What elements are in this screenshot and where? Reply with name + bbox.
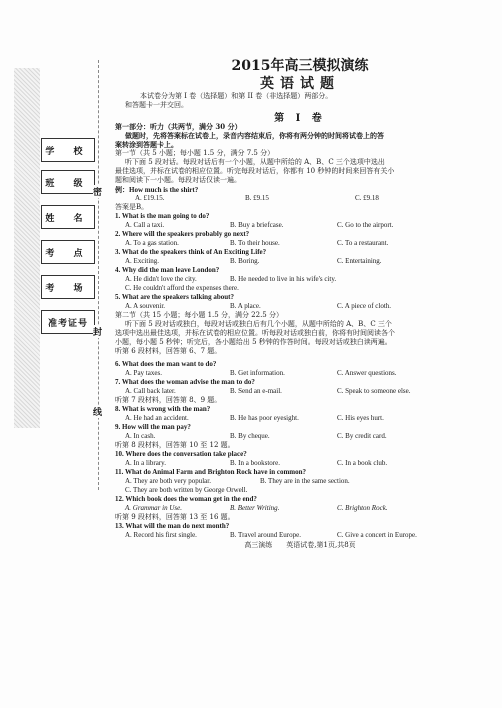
q5-option-b: B. A place. xyxy=(230,302,261,310)
sub1-instr-3: 题和阅读下一小题。每段对话仅读一遍。 xyxy=(115,176,241,184)
example-option-b: B. £9.15 xyxy=(245,194,269,202)
q3-option-b: B. Boring. xyxy=(230,257,260,265)
q13-option-a: A. Record his first single. xyxy=(125,531,197,539)
exam-site-field: 考 点 xyxy=(41,240,95,264)
q6-option-a: A. Pay taxes. xyxy=(125,369,162,377)
passage-9-note: 听第 9 段材料，回答第 13 至 16 题。 xyxy=(115,513,235,521)
q7-option-c: C. Speak to someone else. xyxy=(337,387,411,395)
question-13: 13. What will the man do next month? xyxy=(115,522,230,530)
q2-option-c: C. To a restaurant. xyxy=(337,239,389,247)
q11-option-a: A. They are both very popular. xyxy=(125,477,211,485)
question-1: 1. What is the man going to do? xyxy=(115,212,210,220)
intro-line-1: 本试卷分为第 I 卷（选择题）和第 II 卷（非选择题）两部分。 xyxy=(140,92,333,100)
q3-option-a: A. Exciting. xyxy=(125,257,160,265)
question-4: 4. Why did the man leave London? xyxy=(115,266,220,274)
q13-option-b: B. Travel around Europe. xyxy=(230,531,301,539)
question-6: 6. What does the man want to do? xyxy=(115,360,217,368)
part-1-heading: 第 I 卷 xyxy=(274,113,326,124)
question-2: 2. Where will the speakers probably go next? xyxy=(115,230,250,238)
q5-option-c: C. A piece of cloth. xyxy=(337,302,392,310)
question-3: 3. What do the speakers think of An Exciting Life? xyxy=(115,248,267,256)
q4-option-c: C. He couldn't afford the expenses there. xyxy=(125,284,239,292)
sub2-instr-2: 选项中选出最佳选项，并标在试卷的相应位置。听每段对话或独白前，你将有时间阅读各个 xyxy=(115,329,395,337)
q10-option-b: B. In a bookstore. xyxy=(230,459,280,467)
seal-char-xian: 线 xyxy=(93,405,102,418)
question-12: 12. Which book does the woman get in the end? xyxy=(115,495,257,503)
q12-option-a: A. Grammar in Use. xyxy=(125,504,182,512)
q12-option-b: B. Better Writing. xyxy=(230,504,280,512)
q9-option-a: A. In cash. xyxy=(125,432,156,440)
sub-section-1: 第一节（共 5 小题；每小题 1.5 分，满分 7.5 分） xyxy=(115,149,275,157)
sub2-instr-4: 听第 6 段材料，回答第 6、7 题。 xyxy=(115,347,222,355)
q3-option-c: C. Entertaining. xyxy=(337,257,382,265)
exam-title: 2015年高三模拟演练 xyxy=(231,58,369,74)
q4-option-b: B. He needed to live in his wife's city. xyxy=(230,275,337,283)
example-option-c: C. £9.18 xyxy=(355,194,379,202)
question-11: 11. What do Animal Farm and Brighton Rock have in common? xyxy=(115,468,307,476)
q11-option-c: C. They are both written by George Orwell. xyxy=(125,486,248,494)
q1-option-c: C. Go to the airport. xyxy=(337,221,394,229)
question-8: 8. What is wrong with the man? xyxy=(115,405,211,413)
q8-option-c: C. His eyes hurt. xyxy=(337,414,384,422)
q13-option-c: C. Give a concert in Europe. xyxy=(337,531,417,539)
q1-option-a: A. Call a taxi. xyxy=(125,221,165,229)
passage-7-note: 听第 7 段材料，回答第 8、9 题。 xyxy=(115,396,222,404)
q2-option-b: B. To their house. xyxy=(230,239,280,247)
q10-option-c: C. In a book club. xyxy=(337,459,388,467)
class-field: 班 级 xyxy=(41,170,95,194)
passage-8-note: 听第 8 段材料，回答第 10 至 12 题。 xyxy=(115,441,235,449)
q6-option-b: B. Get information. xyxy=(230,369,285,377)
q6-option-c: C. Answer questions. xyxy=(337,369,397,377)
notice-line-1: 做题时，先将答案标在试卷上，录音内容结束后，你将有两分钟的时间将试卷上的答 xyxy=(125,131,384,140)
q8-option-b: B. He has poor eyesight. xyxy=(230,414,299,422)
exam-subtitle: 英语试题 xyxy=(260,76,340,92)
notice-line-2: 案转涂到答题卡上。 xyxy=(115,140,178,149)
school-field: 学 校 xyxy=(41,138,95,162)
sub1-instr-1: 听下面 5 段对话。每段对话后有一个小题，从题中所给的 A、B、C 三个选项中选出 xyxy=(125,158,385,166)
example-option-a: A. £19.15. xyxy=(135,194,165,202)
sub2-instr-1: 听下面 5 段对话或独白，每段对话或独白后有几个小题，从题中所给的 A、B、C 三个 xyxy=(125,320,392,328)
exam-room-field: 考 场 xyxy=(41,275,95,299)
candidate-number-field: 准考证号 xyxy=(41,310,95,334)
q5-option-a: A. A souvenir. xyxy=(125,302,166,310)
sub1-instr-2: 最佳选项，并标在试卷的相应位置。听完每段对话后，你都有 10 秒钟的时间来回答有关小 xyxy=(115,167,395,175)
example-answer: 答案是B。 xyxy=(115,203,149,211)
q12-option-c: C. Brighton Rock. xyxy=(337,504,388,512)
question-7: 7. What does the woman advise the man to do? xyxy=(115,378,255,386)
q11-option-b: B. They are in the same section. xyxy=(260,477,350,485)
seal-char-feng: 封 xyxy=(93,325,102,338)
q7-option-a: A. Call back later. xyxy=(125,387,176,395)
seal-char-mi: 密 xyxy=(93,185,102,198)
seal-line xyxy=(98,60,99,490)
q2-option-a: A. To a gas station. xyxy=(125,239,179,247)
q1-option-b: B. Buy a briefcase. xyxy=(230,221,284,229)
q8-option-a: A. He had an accident. xyxy=(125,414,189,422)
name-field: 姓 名 xyxy=(41,205,95,229)
intro-line-2: 和答题卡一并交回。 xyxy=(125,101,188,109)
question-10: 10. Where does the conversation take place? xyxy=(115,450,247,458)
section-heading: 第一部分：听力（共两节，满分 30 分） xyxy=(115,122,242,131)
q9-option-c: C. By credit card. xyxy=(337,432,387,440)
question-5: 5. What are the speakers talking about? xyxy=(115,293,234,301)
page-footer: 高三演练 英语试卷,第1页,共8页 xyxy=(244,541,356,549)
binding-margin xyxy=(14,68,40,428)
q4-option-a: A. He didn't love the city. xyxy=(125,275,197,283)
q10-option-a: A. In a library. xyxy=(125,459,166,467)
q7-option-b: B. Send an e-mail. xyxy=(230,387,282,395)
question-9: 9. How will the man pay? xyxy=(115,423,191,431)
q9-option-b: B. By cheque. xyxy=(230,432,270,440)
sub2-instr-3: 小题，每小题 5 秒钟；听完后，各小题给出 5 秒钟的作答时间。每段对话或独白读两遍。 xyxy=(115,338,392,346)
example-question: 例：How much is the shirt? xyxy=(115,186,199,194)
sub-section-2: 第二节（共 15 小题；每小题 1.5 分，满分 22.5 分） xyxy=(115,311,283,319)
